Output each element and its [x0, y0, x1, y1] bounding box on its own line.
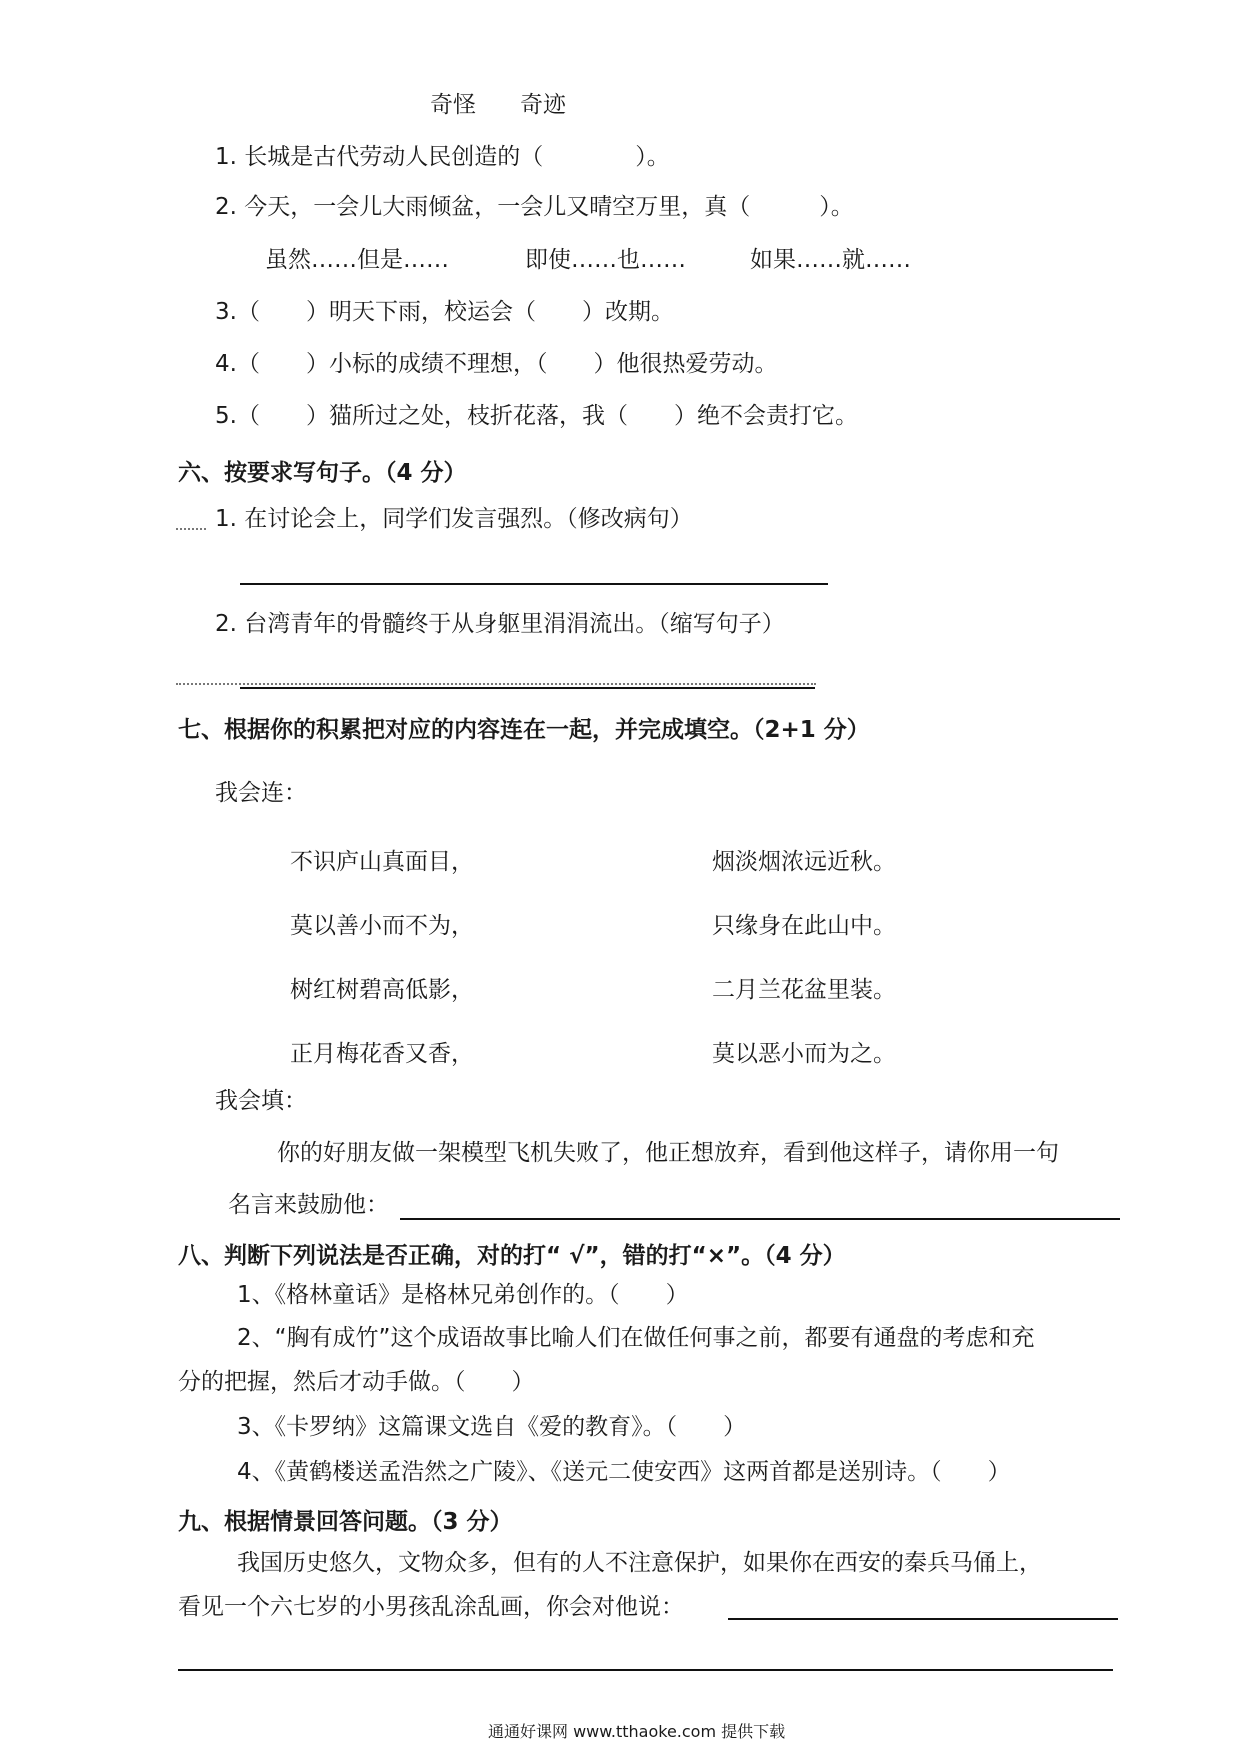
- judge-item: 4、《黄鹤楼送孟浩然之广陵》、《送元二使安西》这两首都是送别诗。（ ）: [237, 1459, 1011, 1485]
- section-heading: 六、按要求写句子。（4 分）: [178, 460, 467, 486]
- poem-left-line[interactable]: 不识庐山真面目，: [290, 849, 474, 875]
- poem-right-line[interactable]: 只缘身在此山中。: [712, 913, 896, 939]
- judge-item: 2、“胸有成竹”这个成语故事比喻人们在做任何事之前，都要有通盘的考虑和充: [237, 1325, 1035, 1351]
- scenario-text: 看见一个六七岁的小男孩乱涂乱画，你会对他说：: [178, 1594, 684, 1620]
- dotted-mark: [176, 683, 816, 685]
- question-item: 1. 在讨论会上，同学们发言强烈。（修改病句）: [215, 506, 693, 532]
- word-choice-1: 奇怪: [430, 92, 476, 118]
- scenario-text: 我国历史悠久，文物众多，但有的人不注意保护，如果你在西安的秦兵马俑上，: [237, 1550, 1042, 1576]
- poem-right-line[interactable]: 二月兰花盆里装。: [712, 977, 896, 1003]
- answer-line[interactable]: [240, 583, 828, 585]
- answer-line[interactable]: [728, 1618, 1118, 1620]
- judge-item: 分的把握，然后才动手做。（ ）: [178, 1369, 535, 1395]
- conjunction-choice-1: 虽然……但是……: [265, 247, 449, 273]
- section-heading: 七、根据你的积累把对应的内容连在一起，并完成填空。（2+1 分）: [178, 717, 870, 743]
- judge-item: 3、《卡罗纳》这篇课文选自《爱的教育》。（ ）: [237, 1414, 747, 1440]
- word-choice-2: 奇迹: [520, 92, 566, 118]
- answer-line[interactable]: [178, 1669, 1113, 1671]
- dotted-mark: [176, 528, 206, 530]
- question-item: 2. 今天，一会儿大雨倾盆，一会儿又晴空万里，真（ ）。: [215, 194, 854, 220]
- question-item: 4.（ ）小标的成绩不理想，（ ）他很热爱劳动。: [215, 351, 778, 377]
- poem-right-line[interactable]: 烟淡烟浓远近秋。: [712, 849, 896, 875]
- judge-item: 1、《格林童话》是格林兄弟创作的。（ ）: [237, 1282, 689, 1308]
- question-item: 1. 长城是古代劳动人民创造的（ ）。: [215, 144, 670, 170]
- connect-label: 我会连：: [215, 780, 307, 806]
- conjunction-choice-3: 如果……就……: [750, 247, 911, 273]
- poem-left-line[interactable]: 正月梅花香又香，: [290, 1041, 474, 1067]
- section-heading: 八、判断下列说法是否正确，对的打“ √”，错的打“×”。（4 分）: [178, 1243, 846, 1269]
- answer-line[interactable]: [240, 687, 815, 689]
- question-item: 2. 台湾青年的骨髓终于从身躯里涓涓流出。（缩写句子）: [215, 611, 785, 637]
- conjunction-choice-2: 即使……也……: [525, 247, 686, 273]
- poem-left-line[interactable]: 莫以善小而不为，: [290, 913, 474, 939]
- fill-label: 我会填：: [215, 1088, 307, 1114]
- section-heading: 九、根据情景回答问题。（3 分）: [178, 1509, 513, 1535]
- poem-right-line[interactable]: 莫以恶小而为之。: [712, 1041, 896, 1067]
- fill-prompt: 名言来鼓励他：: [228, 1192, 389, 1218]
- poem-left-line[interactable]: 树红树碧高低影，: [290, 977, 474, 1003]
- fill-prompt: 你的好朋友做一架模型飞机失败了，他正想放弃，看到他这样子，请你用一句: [277, 1140, 1059, 1166]
- question-item: 5.（ ）猫所过之处，枝折花落，我（ ）绝不会责打它。: [215, 403, 858, 429]
- footer-text: 通通好课网 www.tthaoke.com 提供下载: [488, 1722, 786, 1741]
- question-item: 3.（ ）明天下雨，校运会（ ）改期。: [215, 299, 674, 325]
- answer-line[interactable]: [400, 1218, 1120, 1220]
